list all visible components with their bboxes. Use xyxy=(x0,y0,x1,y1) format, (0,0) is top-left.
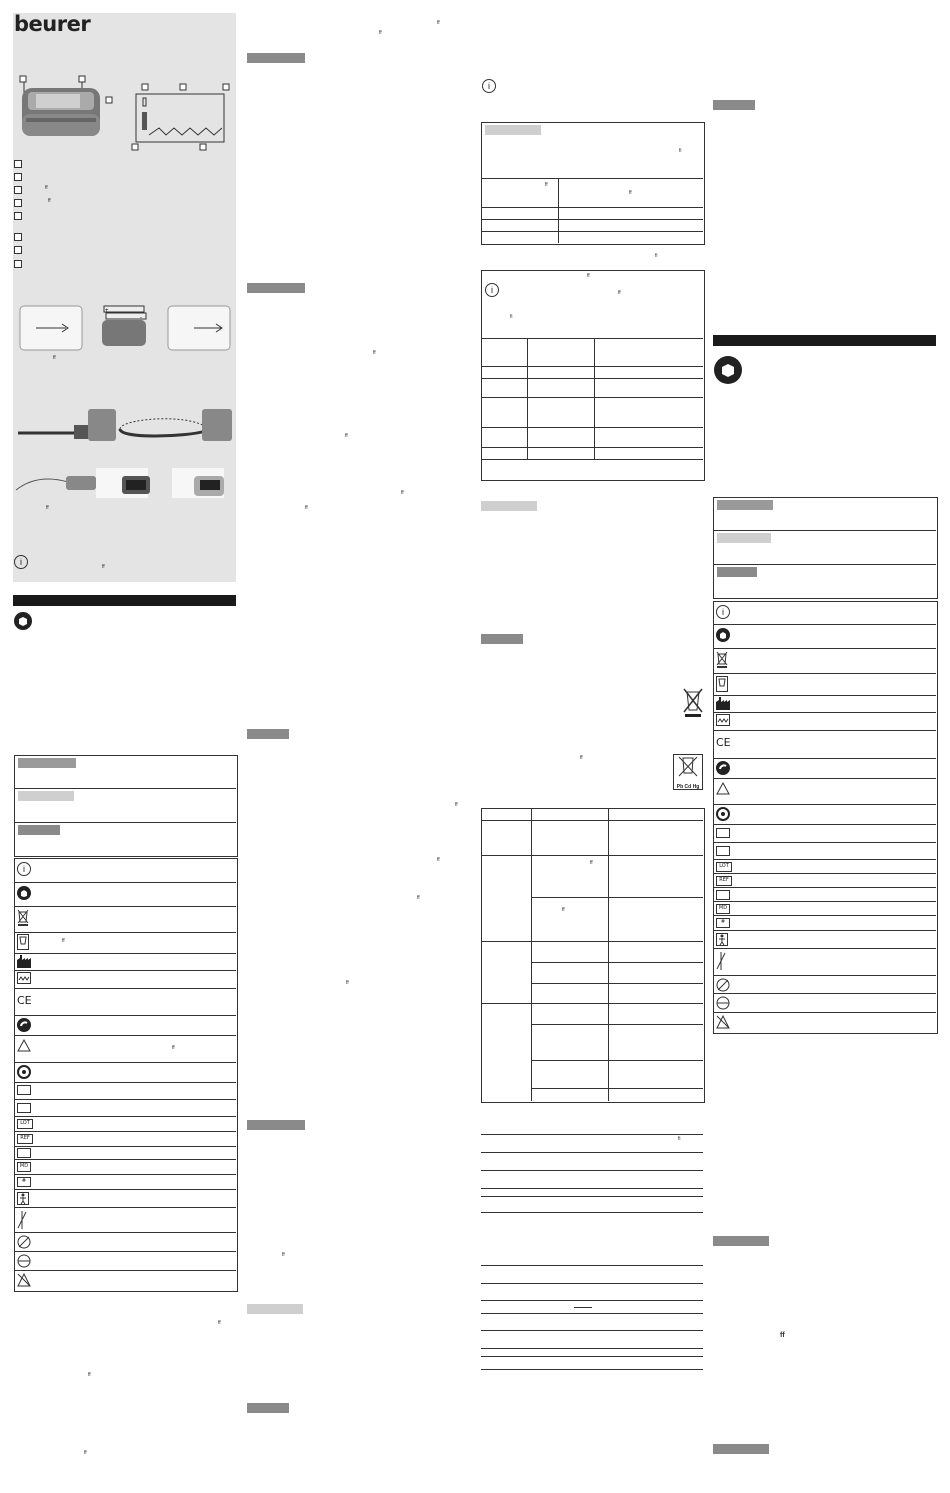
disposal-bin-icon xyxy=(17,909,29,927)
md-icon: MD xyxy=(716,904,730,914)
section-header xyxy=(247,1403,289,1413)
technical-data-table xyxy=(481,808,705,1103)
no-reuse-icon xyxy=(17,1235,31,1249)
applied-part-icon xyxy=(17,1192,29,1205)
info-icon: i xyxy=(14,555,28,569)
humidity-limit-icon xyxy=(17,1103,31,1113)
brand-logo: beurer xyxy=(14,12,91,36)
manual-icon xyxy=(17,886,31,900)
temp-limit-icon xyxy=(17,1085,31,1095)
caution-table xyxy=(481,122,705,245)
symbols-table xyxy=(14,858,238,1292)
battery-disposal-icon xyxy=(716,676,728,692)
no-dispose-icon xyxy=(716,1015,730,1029)
symbols-table xyxy=(713,601,938,1034)
temperature-range-icon xyxy=(716,951,726,971)
latex-free-icon xyxy=(716,996,730,1010)
md-icon: MD xyxy=(17,1162,31,1172)
svg-text:-: - xyxy=(140,315,142,321)
malfunction-table xyxy=(481,270,705,481)
serial-icon xyxy=(716,890,730,900)
applied-part-icon xyxy=(716,933,728,946)
section-header xyxy=(713,100,755,110)
info-symbol-icon: i xyxy=(17,862,31,876)
manual-icon xyxy=(716,628,730,642)
manufacture-date-icon xyxy=(716,714,730,726)
temperature-range-icon xyxy=(17,1210,27,1230)
quality-seal-icon xyxy=(17,1065,31,1079)
section-header xyxy=(247,1304,303,1314)
ce-mark-icon: CE xyxy=(716,736,731,749)
lanyard-illustration xyxy=(16,405,236,445)
ref-icon: REF xyxy=(716,876,732,886)
section-header xyxy=(247,729,289,739)
info-symbol-icon: i xyxy=(716,605,730,619)
quality-seal-icon xyxy=(716,807,730,821)
warning-box xyxy=(14,755,238,857)
manufacturer-icon xyxy=(17,955,31,968)
manufacture-date-icon xyxy=(17,972,31,984)
battery-illustration xyxy=(16,300,236,360)
info-icon: i xyxy=(482,79,496,93)
ce-mark-icon: CE xyxy=(17,994,32,1007)
green-dot-icon xyxy=(17,1018,31,1032)
no-reuse-icon xyxy=(716,978,730,992)
disposal-bin-icon xyxy=(716,651,728,669)
lot-icon: LOT xyxy=(716,862,732,872)
hash-icon: # xyxy=(716,918,730,928)
section-header xyxy=(247,1120,305,1130)
ref-icon: REF xyxy=(17,1134,33,1144)
humidity-limit-icon xyxy=(716,846,730,856)
section-bar xyxy=(713,335,936,346)
device-illustration xyxy=(14,70,234,160)
hash-icon: # xyxy=(17,1177,31,1187)
svg-text:+: + xyxy=(105,308,109,314)
section-header xyxy=(481,634,523,644)
section-header xyxy=(481,501,537,511)
warning-box xyxy=(713,497,938,599)
battery-disposal-icon xyxy=(17,934,29,950)
section-bar xyxy=(13,595,236,606)
section-header xyxy=(247,53,305,63)
recycle-icon xyxy=(716,782,730,796)
section-header xyxy=(247,283,305,293)
green-dot-icon xyxy=(716,761,730,775)
info-icon: i xyxy=(485,283,499,297)
no-dispose-icon xyxy=(17,1273,31,1287)
read-instructions-icon xyxy=(14,612,32,630)
temp-limit-icon xyxy=(716,828,730,838)
section-header xyxy=(713,1236,769,1246)
weee-icon xyxy=(683,688,703,718)
recycle-icon xyxy=(17,1039,31,1053)
section-header xyxy=(713,1444,769,1454)
latex-free-icon xyxy=(17,1254,31,1268)
read-instructions-icon xyxy=(714,356,742,384)
battery-directive-icon: Pb Cd Hg xyxy=(673,754,703,790)
finger-illustration xyxy=(14,462,234,502)
manufacturer-icon xyxy=(716,697,730,710)
serial-icon xyxy=(17,1148,31,1158)
lot-icon: LOT xyxy=(17,1119,33,1129)
